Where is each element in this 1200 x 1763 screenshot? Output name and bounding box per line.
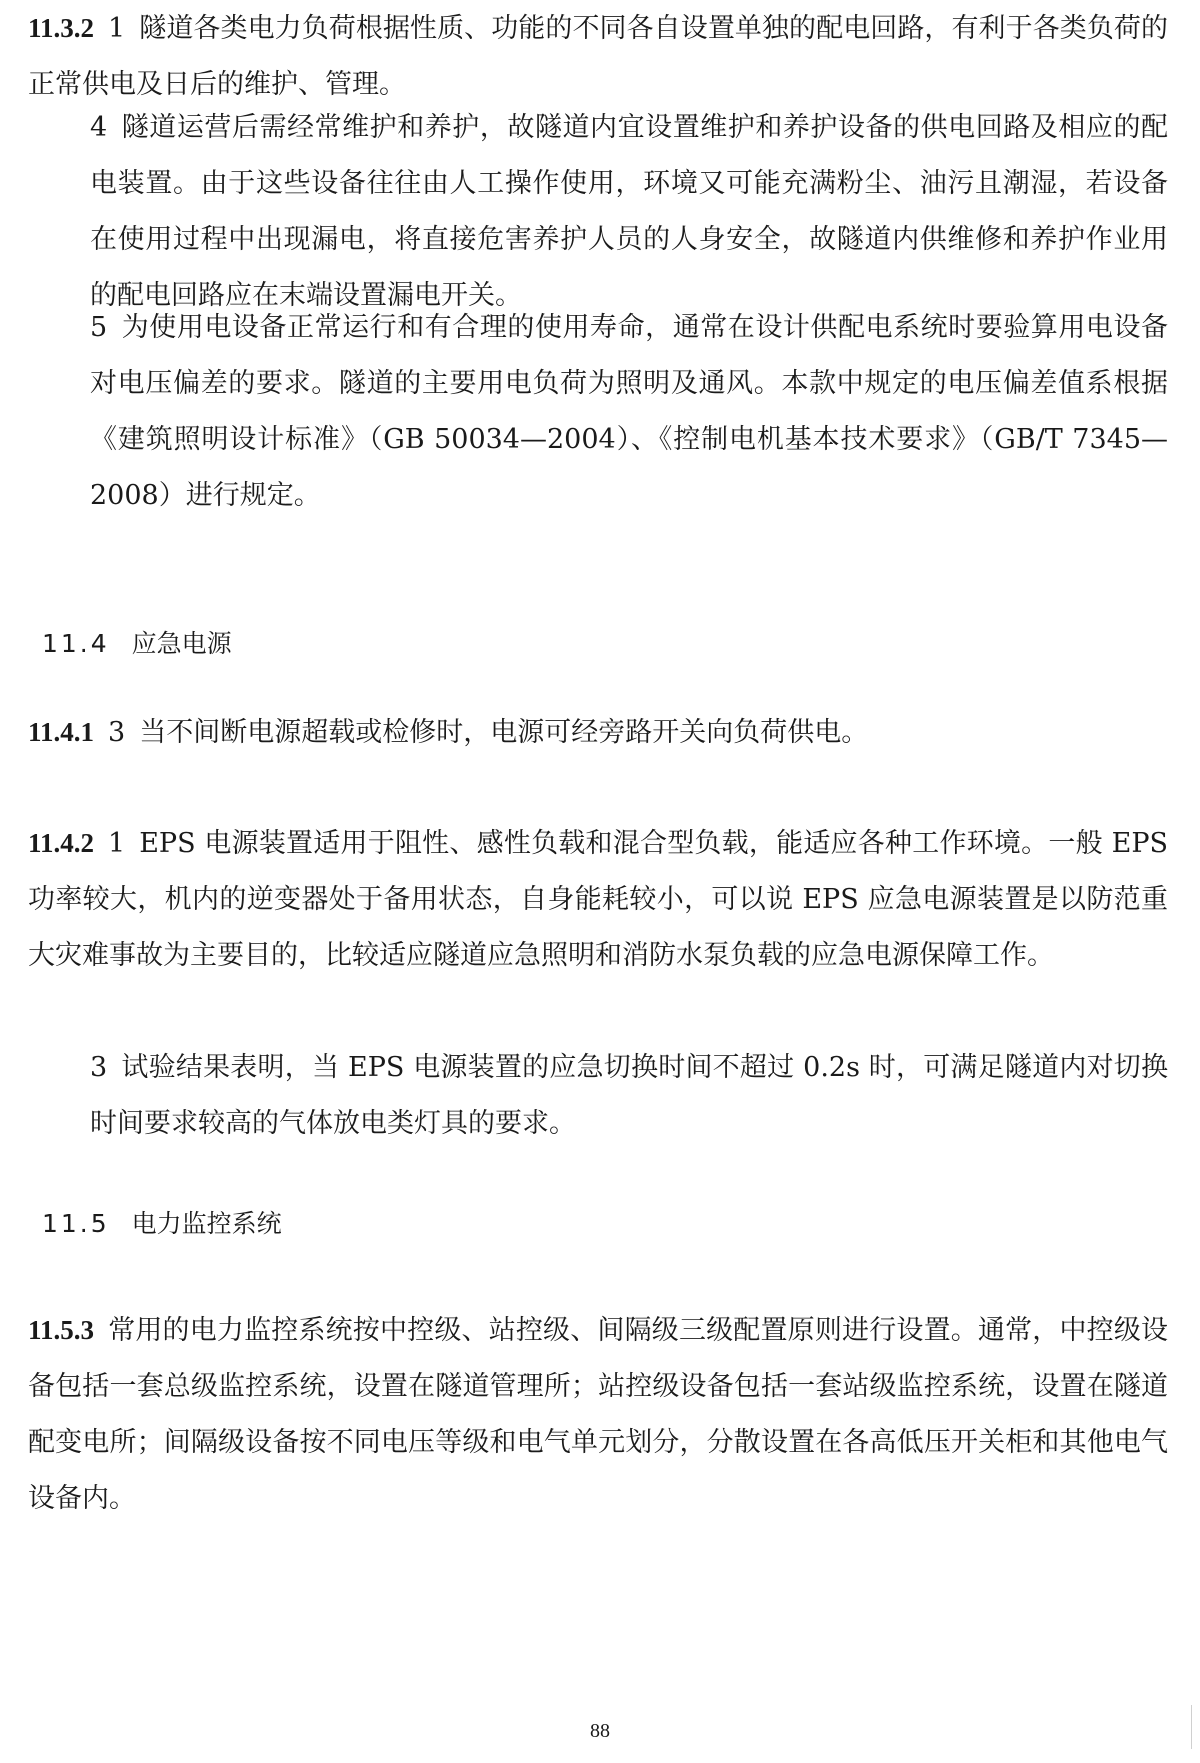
item-number: 3 — [108, 717, 126, 748]
section-heading-11-4 — [42, 624, 232, 664]
paragraph-11-5-3 — [28, 1302, 1168, 1527]
clause-number: 11.5.3 — [28, 1315, 95, 1345]
paragraph-11-4-2-item-3 — [28, 1040, 1168, 1152]
item-number: 5 — [90, 312, 108, 343]
clause-number: 11.4.1 — [28, 717, 95, 747]
page-edge-mark — [1191, 1705, 1192, 1749]
paragraph-11-4-1 — [28, 704, 1168, 761]
paragraph-text: 当不间断电源超载或检修时，电源可经旁路开关向负荷供电。 — [139, 717, 869, 748]
paragraph-11-3-2-item-4 — [28, 100, 1168, 324]
item-number: 4 — [90, 112, 108, 143]
item-number: 3 — [90, 1052, 108, 1083]
clause-number: 11.4.2 — [28, 828, 95, 858]
paragraph-text: 为使用电设备正常运行和有合理的使用寿命，通常在设计供配电系统时要验算用电设备对电压偏差的要求。隧道的主要用电负荷为照明及通风。本款中规定的电压偏差值系根据《建筑照明设计标准》（GB 50034—2004）、《控制电机基本技术要求》（GB/T 7345—2008）进行规定。 — [90, 312, 1168, 511]
paragraph-text: 试验结果表明，当 EPS 电源装置的应急切换时间不超过 0.2s 时，可满足隧道内对切换时间要求较高的气体放电类灯具的要求。 — [90, 1052, 1168, 1139]
section-title: 电力监控系统 — [131, 1209, 282, 1238]
paragraph-11-4-2-item-1 — [28, 815, 1168, 984]
item-number: 1 — [108, 13, 126, 44]
paragraph-11-3-2-item-1 — [28, 0, 1168, 113]
paragraph-text: 隧道运营后需经常维护和养护，故隧道内宜设置维护和养护设备的供电回路及相应的配电装置。由于这些设备往往由人工操作使用，环境又可能充满粉尘、油污且潮湿，若设备在使用过程中出现漏电，将直接危害养护人员的人身安全，故隧道内供维修和养护作业用的配电回路应在末端设置漏电开关。 — [90, 112, 1168, 311]
section-title: 应急电源 — [131, 629, 232, 658]
paragraph-text: 常用的电力监控系统按中控级、站控级、间隔级三级配置原则进行设置。通常，中控级设备包括一套总级监控系统，设置在隧道管理所；站控级设备包括一套站级监控系统，设置在隧道配变电所；间隔级设备按不同电压等级和电气单元划分，分散设置在各高低压开关柜和其他电气设备内。 — [28, 1315, 1168, 1514]
clause-number: 11.3.2 — [28, 13, 95, 43]
section-number: 11.5 — [42, 1209, 110, 1238]
section-heading-11-5 — [42, 1204, 282, 1244]
paragraph-11-3-2-item-5 — [28, 300, 1168, 524]
section-number: 11.4 — [42, 629, 110, 658]
item-number: 1 — [108, 828, 126, 859]
paragraph-text: EPS 电源装置适用于阻性、感性负载和混合型负载，能适应各种工作环境。一般 EPS 功率较大，机内的逆变器处于备用状态，自身能耗较小，可以说 EPS 应急电源装置是以防范重大灾难事故为主要目的，比较适应隧道应急照明和消防水泵负载的应急电源保障工作。 — [28, 828, 1168, 971]
page-number: 88 — [590, 1720, 610, 1742]
paragraph-text: 隧道各类电力负荷根据性质、功能的不同各自设置单独的配电回路，有利于各类负荷的正常供电及日后的维护、管理。 — [28, 13, 1168, 100]
